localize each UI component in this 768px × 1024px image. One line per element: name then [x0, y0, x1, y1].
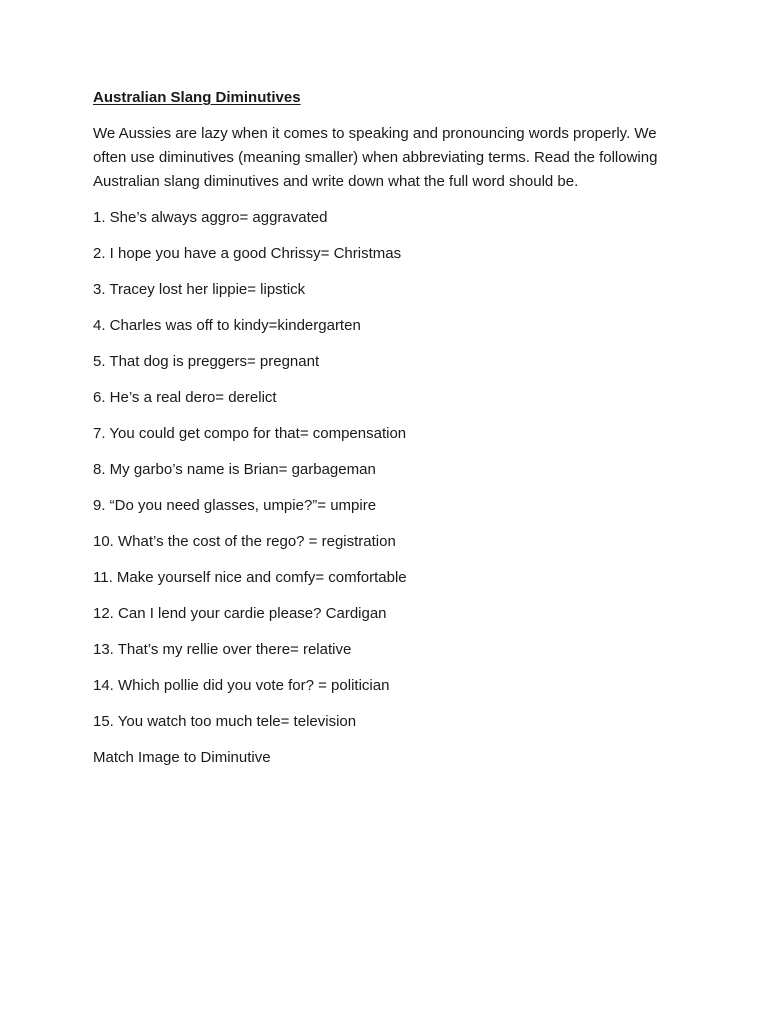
document-page: [93, 88, 693, 770]
list-item: 7. You could get compo for that= compensation: [93, 425, 407, 442]
list-item: 10. What’s the cost of the rego? = registration: [93, 533, 396, 550]
list-item: 2. I hope you have a good Chrissy= Christmas: [93, 245, 402, 262]
document-title: Australian Slang Diminutives: [93, 89, 301, 106]
slang-list: [93, 206, 693, 734]
list-item: 3. Tracey lost her lippie= lipstick: [93, 281, 306, 298]
list-item: 9. “Do you need glasses, umpie?”= umpire: [93, 497, 377, 514]
list-item: 13. That’s my rellie over there= relative: [93, 641, 352, 658]
list-item: 12. Can I lend your cardie please? Cardigan: [93, 605, 387, 622]
list-item: 6. He’s a real dero= derelict: [93, 389, 277, 406]
list-item: 8. My garbo’s name is Brian= garbageman: [93, 461, 376, 478]
intro-paragraph: We Aussies are lazy when it comes to speaking and pronouncing words properly. We often use diminutives (meaning smaller) when abbreviating terms. Read the following Australian slang diminutives and write down what the full word should be.: [93, 125, 658, 190]
list-item: 5. That dog is preggers= pregnant: [93, 353, 320, 370]
list-item: 11. Make yourself nice and comfy= comfortable: [93, 569, 407, 586]
list-item: 4. Charles was off to kindy=kindergarten: [93, 317, 361, 334]
list-item: 1. She’s always aggro= aggravated: [93, 209, 328, 226]
list-item: 15. You watch too much tele= television: [93, 713, 357, 730]
list-item: 14. Which pollie did you vote for? = politician: [93, 677, 390, 694]
match-image-heading: Match Image to Diminutive: [93, 749, 271, 766]
